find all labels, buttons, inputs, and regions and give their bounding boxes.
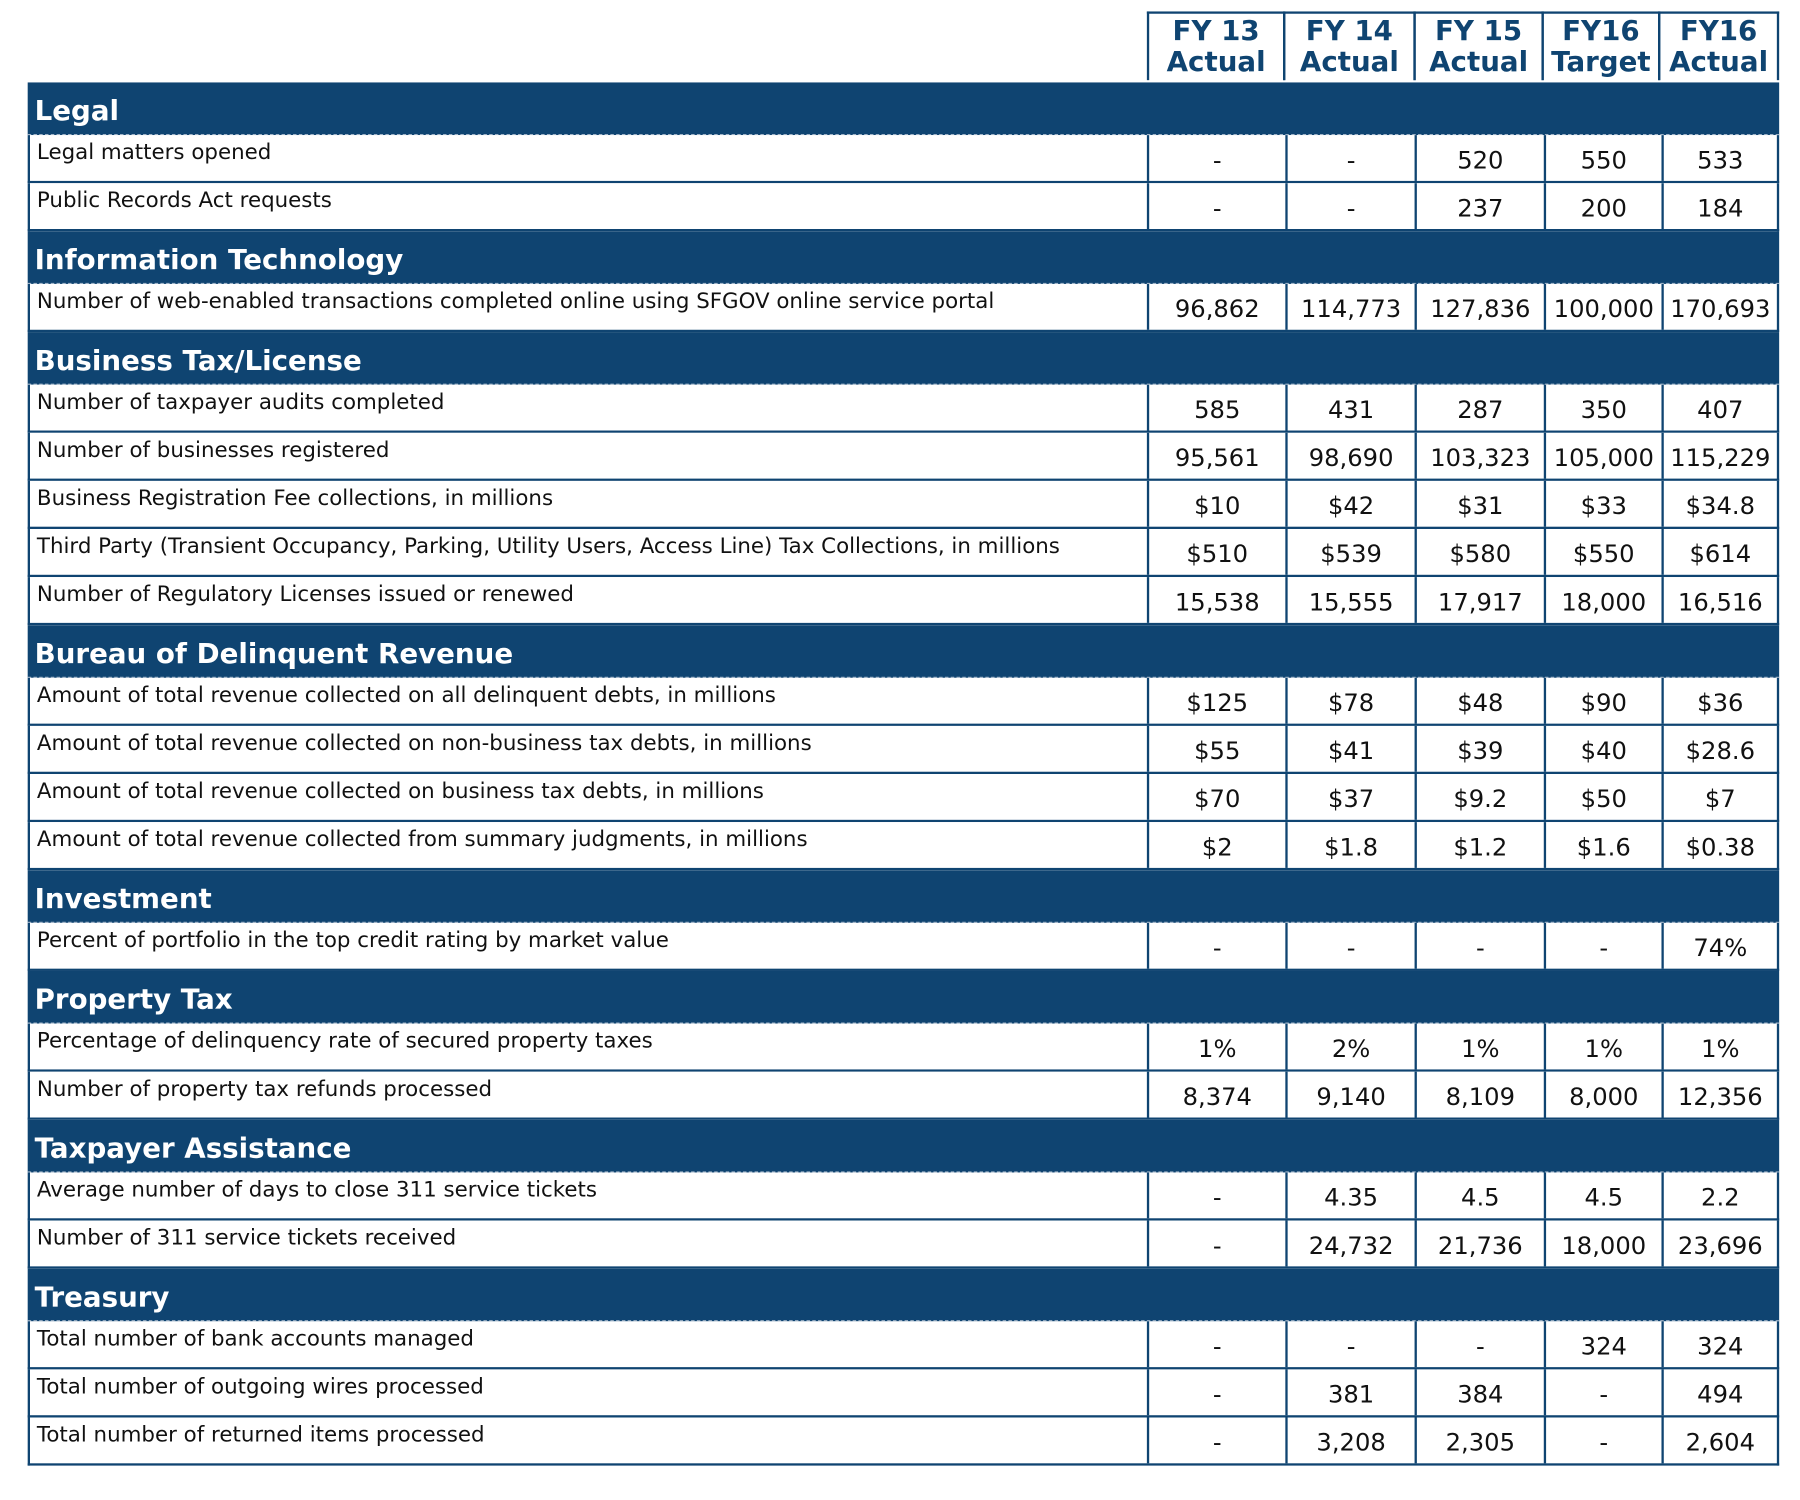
section-header-taxpayer-assistance: Taxpayer Assistance — [28, 1120, 1779, 1173]
column-header-type: Target — [1551, 45, 1651, 78]
value-cell: 2,604 — [1661, 1418, 1776, 1464]
section-header-information-technology: Information Technology — [28, 231, 1779, 284]
value-cell: - — [1147, 1321, 1285, 1367]
row-label: Amount of total revenue collected on all delinquent debts, in millions — [36, 683, 776, 708]
value-cell: 105,000 — [1544, 433, 1662, 479]
value-cell: $33 — [1544, 481, 1662, 527]
table-row — [28, 1418, 1779, 1466]
value-cell: 8,000 — [1544, 1072, 1662, 1118]
column-header-type: Actual — [1429, 45, 1529, 78]
section-header-legal: Legal — [28, 82, 1779, 135]
value-cell: 494 — [1661, 1369, 1776, 1415]
row-label: Number of property tax refunds processed — [36, 1077, 493, 1102]
column-headers — [1147, 11, 1779, 82]
value-cell: 1% — [1147, 1024, 1285, 1070]
value-cell: 384 — [1415, 1369, 1544, 1415]
table-row — [28, 1072, 1779, 1120]
value-cell: 103,323 — [1415, 433, 1544, 479]
value-cell: $7 — [1661, 774, 1776, 820]
value-cell: - — [1285, 183, 1414, 229]
row-label: Amount of total revenue collected from summary judgments, in millions — [36, 827, 808, 852]
row-label: Total number of outgoing wires processed — [36, 1375, 484, 1400]
table-row — [28, 774, 1779, 822]
value-cell: $78 — [1285, 678, 1414, 724]
value-cell: 127,836 — [1415, 284, 1544, 330]
value-cell: 170,693 — [1661, 284, 1776, 330]
section-header-investment: Investment — [28, 870, 1779, 923]
value-cell: $2 — [1147, 822, 1285, 868]
section-header-business-tax-license: Business Tax/License — [28, 332, 1779, 385]
value-cell: - — [1147, 1221, 1285, 1267]
column-header-4 — [1541, 11, 1660, 80]
table-row — [28, 481, 1779, 529]
row-label: Amount of total revenue collected on business tax debts, in millions — [36, 779, 764, 804]
value-cell: 18,000 — [1544, 1221, 1662, 1267]
value-cell: $539 — [1285, 529, 1414, 575]
value-cell: $37 — [1285, 774, 1414, 820]
value-cell: - — [1415, 1321, 1544, 1367]
value-cell: 114,773 — [1285, 284, 1414, 330]
table-row — [28, 577, 1779, 625]
table-row — [28, 1221, 1779, 1269]
table-row — [28, 183, 1779, 231]
row-label: Legal matters opened — [36, 140, 272, 165]
value-cell: $41 — [1285, 726, 1414, 772]
column-header-year: FY 14 — [1305, 14, 1393, 47]
value-cell: 520 — [1415, 135, 1544, 181]
row-label: Number of 311 service tickets received — [36, 1226, 457, 1251]
column-header-type: Actual — [1166, 45, 1266, 78]
table-row — [28, 726, 1779, 774]
value-cell: 115,229 — [1661, 433, 1776, 479]
row-label: Number of web-enabled transactions completed online using SFGOV online service portal — [36, 289, 995, 314]
row-label: Average number of days to close 311 service tickets — [36, 1178, 598, 1203]
value-cell: 533 — [1661, 135, 1776, 181]
value-cell: $36 — [1661, 678, 1776, 724]
row-label: Number of taxpayer audits completed — [36, 390, 445, 415]
table-row — [28, 678, 1779, 726]
section-header-bureau-of-delinquent-revenue: Bureau of Delinquent Revenue — [28, 625, 1779, 678]
value-cell: 23,696 — [1661, 1221, 1776, 1267]
table-row — [28, 923, 1779, 971]
value-cell: 15,555 — [1285, 577, 1414, 623]
value-cell: 1% — [1661, 1024, 1776, 1070]
value-cell: $125 — [1147, 678, 1285, 724]
value-cell: 95,561 — [1147, 433, 1285, 479]
value-cell: 18,000 — [1544, 577, 1662, 623]
column-header-type: Actual — [1299, 45, 1399, 78]
value-cell: 350 — [1544, 385, 1662, 431]
value-cell: $31 — [1415, 481, 1544, 527]
row-label: Business Registration Fee collections, in millions — [36, 486, 554, 511]
column-header-type: Actual — [1669, 45, 1769, 78]
value-cell: 324 — [1661, 1321, 1776, 1367]
value-cell: 431 — [1285, 385, 1414, 431]
value-cell: 100,000 — [1544, 284, 1662, 330]
value-cell: 1% — [1415, 1024, 1544, 1070]
value-cell: - — [1147, 135, 1285, 181]
value-cell: - — [1415, 923, 1544, 969]
table-row — [28, 1172, 1779, 1220]
value-cell: $550 — [1544, 529, 1662, 575]
table-row — [28, 284, 1779, 332]
column-header-year: FY 13 — [1172, 14, 1260, 47]
value-cell: $1.6 — [1544, 822, 1662, 868]
value-cell: 407 — [1661, 385, 1776, 431]
table-row — [28, 529, 1779, 577]
value-cell: - — [1147, 183, 1285, 229]
value-cell: - — [1544, 923, 1662, 969]
column-header-5 — [1658, 11, 1779, 80]
table-row — [28, 822, 1779, 870]
row-label: Number of businesses registered — [36, 438, 390, 463]
value-cell: - — [1147, 1418, 1285, 1464]
value-cell: $9.2 — [1415, 774, 1544, 820]
value-cell: 24,732 — [1285, 1221, 1414, 1267]
value-cell: 15,538 — [1147, 577, 1285, 623]
value-cell: - — [1147, 1369, 1285, 1415]
row-label: Total number of bank accounts managed — [36, 1327, 474, 1352]
table-row — [28, 1321, 1779, 1369]
table-row — [28, 385, 1779, 433]
column-header-1 — [1147, 11, 1285, 80]
value-cell: 2,305 — [1415, 1418, 1544, 1464]
column-header-year: FY 15 — [1435, 14, 1523, 47]
value-cell: - — [1285, 135, 1414, 181]
value-cell: 98,690 — [1285, 433, 1414, 479]
value-cell: 4.5 — [1415, 1172, 1544, 1218]
row-label: Number of Regulatory Licenses issued or renewed — [36, 582, 574, 607]
value-cell: 200 — [1544, 183, 1662, 229]
value-cell: 3,208 — [1285, 1418, 1414, 1464]
value-cell: - — [1285, 1321, 1414, 1367]
value-cell: - — [1285, 923, 1414, 969]
row-label: Percent of portfolio in the top credit rating by market value — [36, 928, 669, 953]
value-cell: - — [1147, 923, 1285, 969]
value-cell: $50 — [1544, 774, 1662, 820]
metrics-table — [28, 82, 1779, 1465]
value-cell: 381 — [1285, 1369, 1414, 1415]
table-row — [28, 135, 1779, 183]
value-cell: 184 — [1661, 183, 1776, 229]
value-cell: 9,140 — [1285, 1072, 1414, 1118]
value-cell: 17,917 — [1415, 577, 1544, 623]
value-cell: 96,862 — [1147, 284, 1285, 330]
value-cell: $580 — [1415, 529, 1544, 575]
value-cell: $40 — [1544, 726, 1662, 772]
value-cell: 2.2 — [1661, 1172, 1776, 1218]
value-cell: $510 — [1147, 529, 1285, 575]
section-header-treasury: Treasury — [28, 1269, 1779, 1322]
value-cell: $614 — [1661, 529, 1776, 575]
value-cell: 74% — [1661, 923, 1776, 969]
row-label: Third Party (Transient Occupancy, Parking, Utility Users, Access Line) Tax Collections, in millions — [36, 534, 1060, 559]
row-label: Total number of returned items processed — [36, 1423, 485, 1448]
value-cell: $70 — [1147, 774, 1285, 820]
value-cell: $48 — [1415, 678, 1544, 724]
table-row — [28, 1024, 1779, 1072]
value-cell: 550 — [1544, 135, 1662, 181]
value-cell: 8,109 — [1415, 1072, 1544, 1118]
value-cell: 4.5 — [1544, 1172, 1662, 1218]
column-header-year: FY16 — [1562, 14, 1640, 47]
value-cell: 237 — [1415, 183, 1544, 229]
value-cell: $1.2 — [1415, 822, 1544, 868]
value-cell: 12,356 — [1661, 1072, 1776, 1118]
value-cell: 8,374 — [1147, 1072, 1285, 1118]
value-cell: - — [1147, 1172, 1285, 1218]
value-cell: 21,736 — [1415, 1221, 1544, 1267]
value-cell: 287 — [1415, 385, 1544, 431]
value-cell: - — [1544, 1418, 1662, 1464]
row-label: Amount of total revenue collected on non-business tax debts, in millions — [36, 731, 812, 756]
value-cell: $34.8 — [1661, 481, 1776, 527]
value-cell: $42 — [1285, 481, 1414, 527]
value-cell: 4.35 — [1285, 1172, 1414, 1218]
value-cell: $10 — [1147, 481, 1285, 527]
column-header-year: FY16 — [1679, 14, 1758, 47]
value-cell: 585 — [1147, 385, 1285, 431]
value-cell: 1% — [1544, 1024, 1662, 1070]
value-cell: $39 — [1415, 726, 1544, 772]
row-label: Percentage of delinquency rate of secured property taxes — [36, 1029, 653, 1054]
value-cell: - — [1544, 1369, 1662, 1415]
table-row — [28, 433, 1779, 481]
table-row — [28, 1369, 1779, 1417]
row-label: Public Records Act requests — [36, 188, 332, 213]
value-cell: $90 — [1544, 678, 1662, 724]
value-cell: 16,516 — [1661, 577, 1776, 623]
value-cell: $55 — [1147, 726, 1285, 772]
value-cell: $1.8 — [1285, 822, 1414, 868]
column-header-2 — [1283, 11, 1416, 80]
section-header-property-tax: Property Tax — [28, 971, 1779, 1024]
value-cell: 2% — [1285, 1024, 1414, 1070]
column-header-3 — [1413, 11, 1543, 80]
value-cell: $0.38 — [1661, 822, 1776, 868]
value-cell: $28.6 — [1661, 726, 1776, 772]
value-cell: 324 — [1544, 1321, 1662, 1367]
